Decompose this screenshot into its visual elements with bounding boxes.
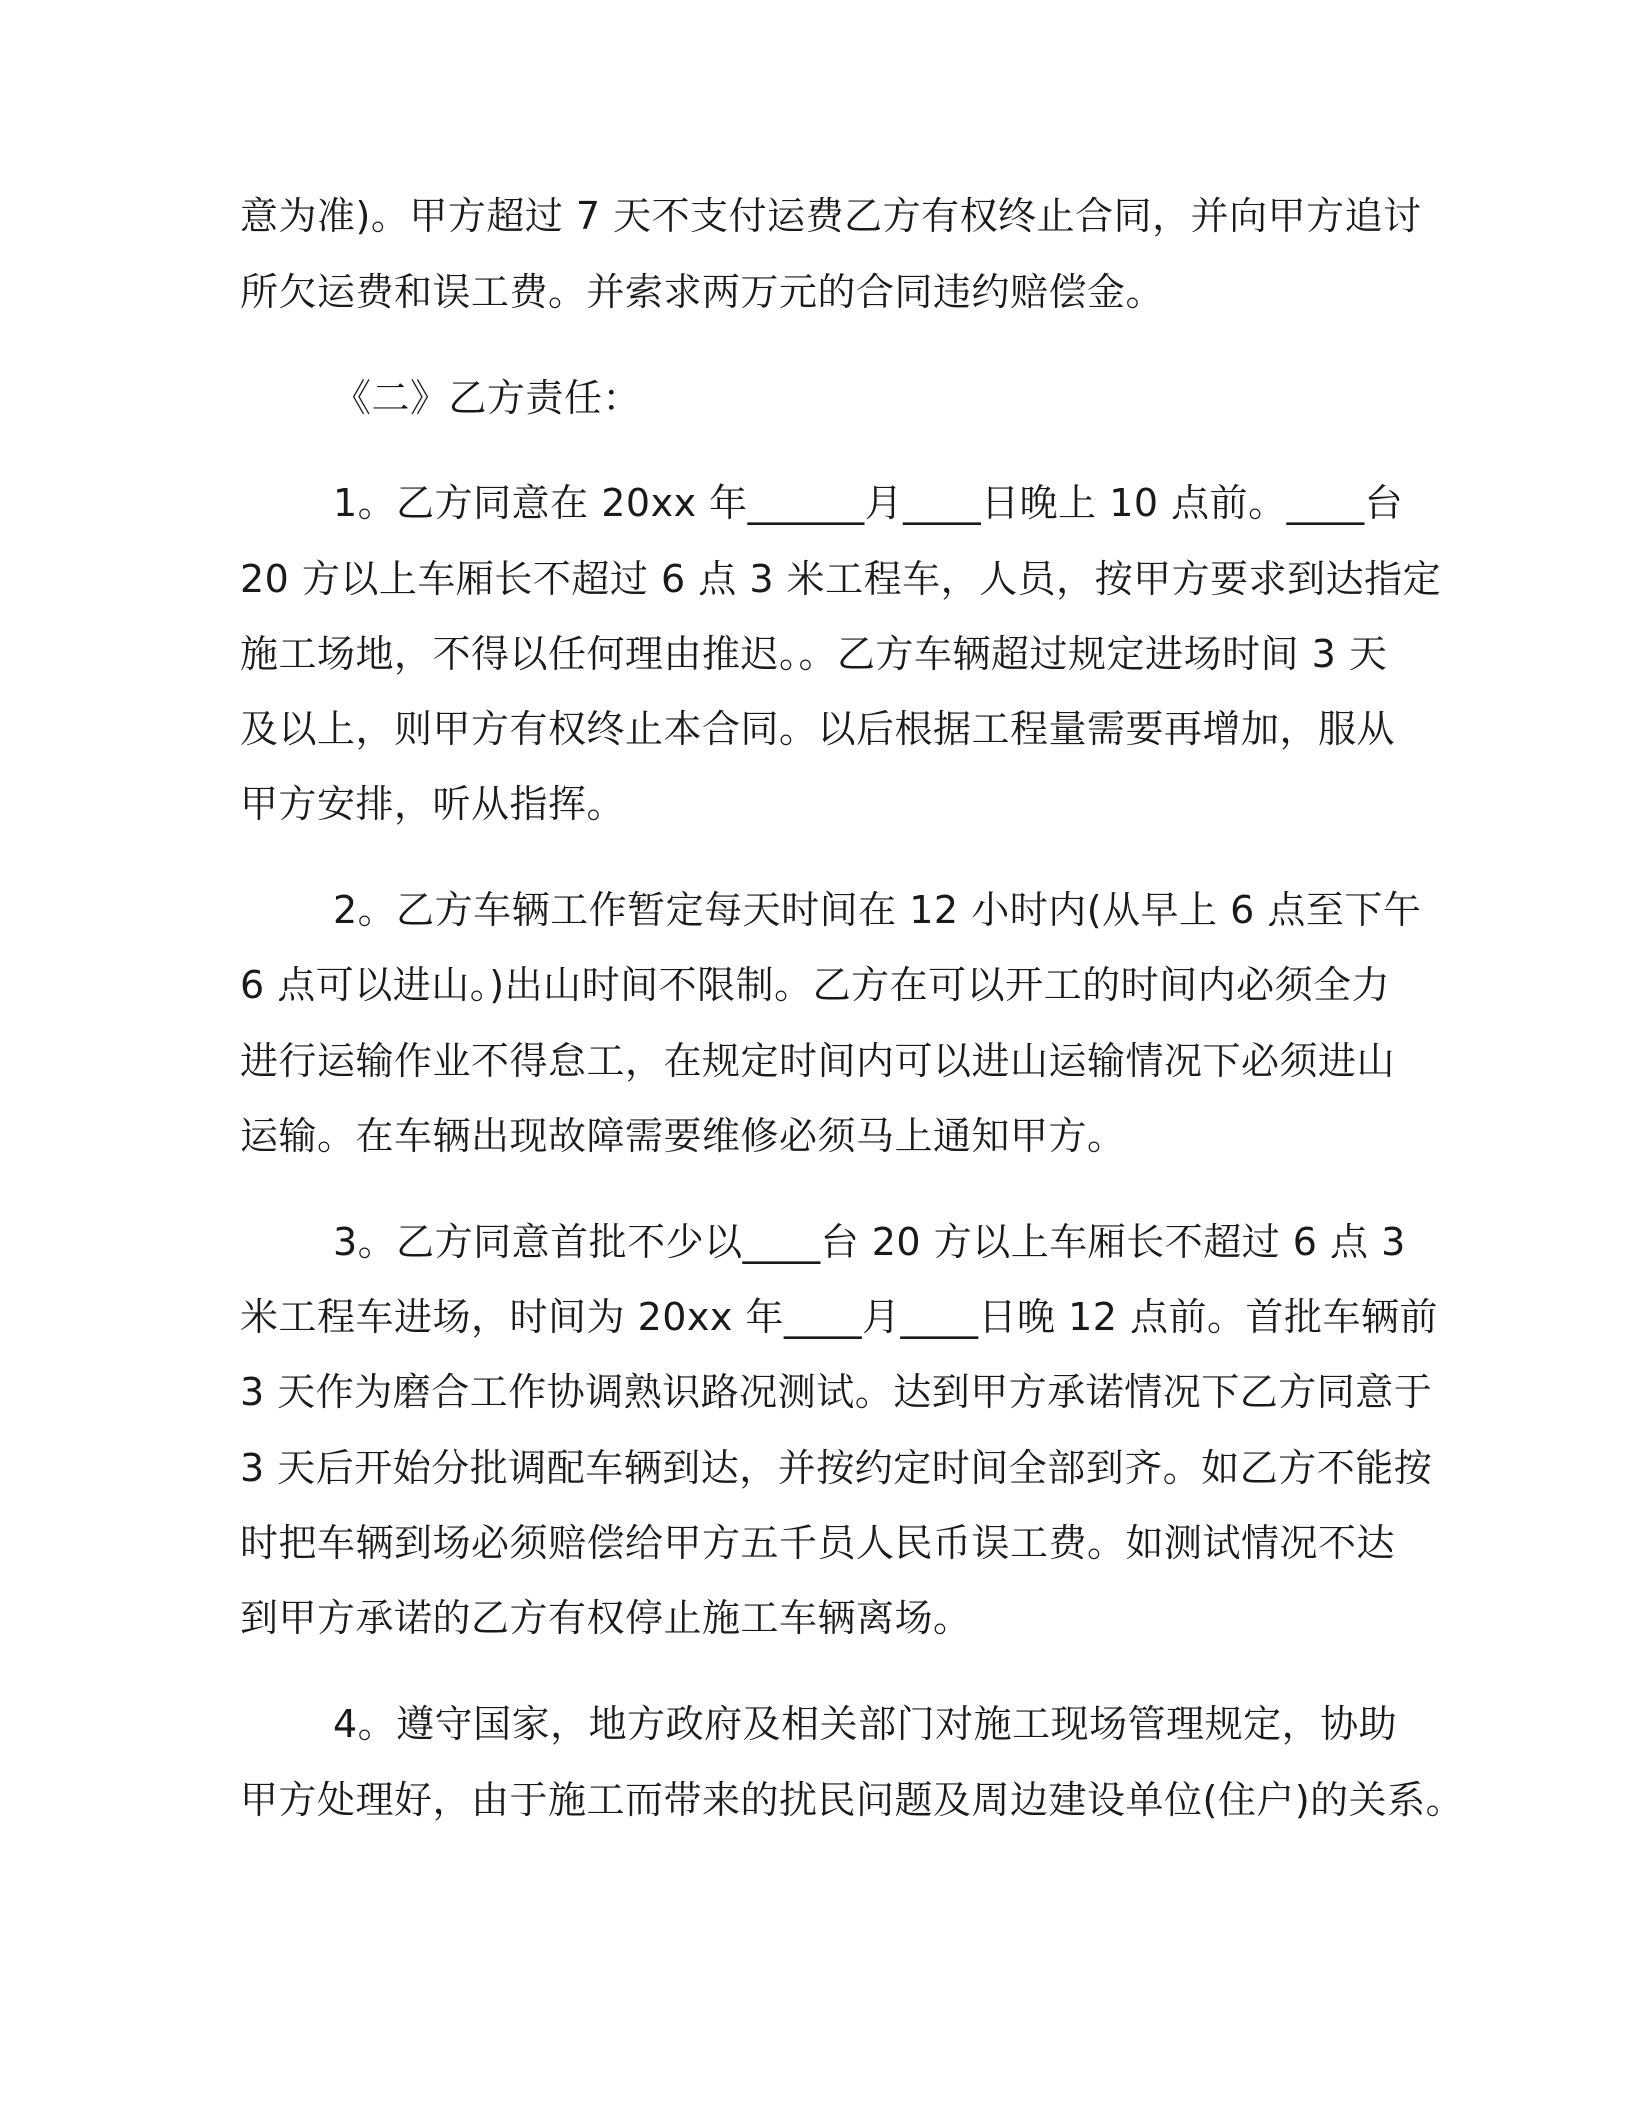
text-line: 运输。在车辆出现故障需要维修必须马上通知甲方。 (240, 1114, 1126, 1158)
text-line: 4。遵守国家，地方政府及相关部门对施工现场管理规定，协助 (333, 1702, 1398, 1746)
text-line: 20 方以上车厢长不超过 6 点 3 米工程车，人员，按甲方要求到达指定 (240, 557, 1442, 601)
text-line: 1。乙方同意在 20xx 年______月____日晚上 10 点前。____台 (333, 481, 1404, 525)
text-line: 米工程车进场，时间为 20xx 年____月____日晚 12 点前。首批车辆前 (240, 1295, 1439, 1339)
text-line: 所欠运费和误工费。并索求两万元的合同违约赔偿金。 (240, 270, 1165, 314)
text-line: 甲方处理好，由于施工而带来的扰民问题及周边建设单位(住户)的关系。 (240, 1778, 1465, 1822)
text-line: 3。乙方同意首批不少以____台 20 方以上车厢长不超过 6 点 3 (333, 1220, 1406, 1264)
text-line: 3 天后开始分批调配车辆到达，并按约定时间全部到齐。如乙方不能按 (240, 1446, 1433, 1490)
text-line: 6 点可以进山。)出山时间不限制。乙方在可以开工的时间内必须全力 (240, 963, 1391, 1007)
text-line: 时把车辆到场必须赔偿给甲方五千员人民币误工费。如测试情况不达 (240, 1521, 1396, 1565)
text-line: 2。乙方车辆工作暂定每天时间在 12 小时内(从早上 6 点至下午 (333, 888, 1422, 932)
text-line: 意为准)。甲方超过 7 天不支付运费乙方有权终止合同，并向甲方追讨 (240, 194, 1422, 238)
text-line: 及以上，则甲方有权终止本合同。以后根据工程量需要再增加，服从 (240, 707, 1396, 751)
text-line: 进行运输作业不得怠工，在规定时间内可以进山运输情况下必须进山 (240, 1039, 1396, 1083)
text-line: 到甲方承诺的乙方有权停止施工车辆离场。 (240, 1596, 972, 1640)
text-line: 3 天作为磨合工作协调熟识路况测试。达到甲方承诺情况下乙方同意于 (240, 1370, 1433, 1414)
text-line: 施工场地，不得以任何理由推迟。。乙方车辆超过规定进场时间 3 天 (240, 632, 1388, 676)
section-heading: 《二》乙方责任： (333, 376, 642, 420)
text-line: 甲方安排，听从指挥。 (240, 782, 626, 826)
